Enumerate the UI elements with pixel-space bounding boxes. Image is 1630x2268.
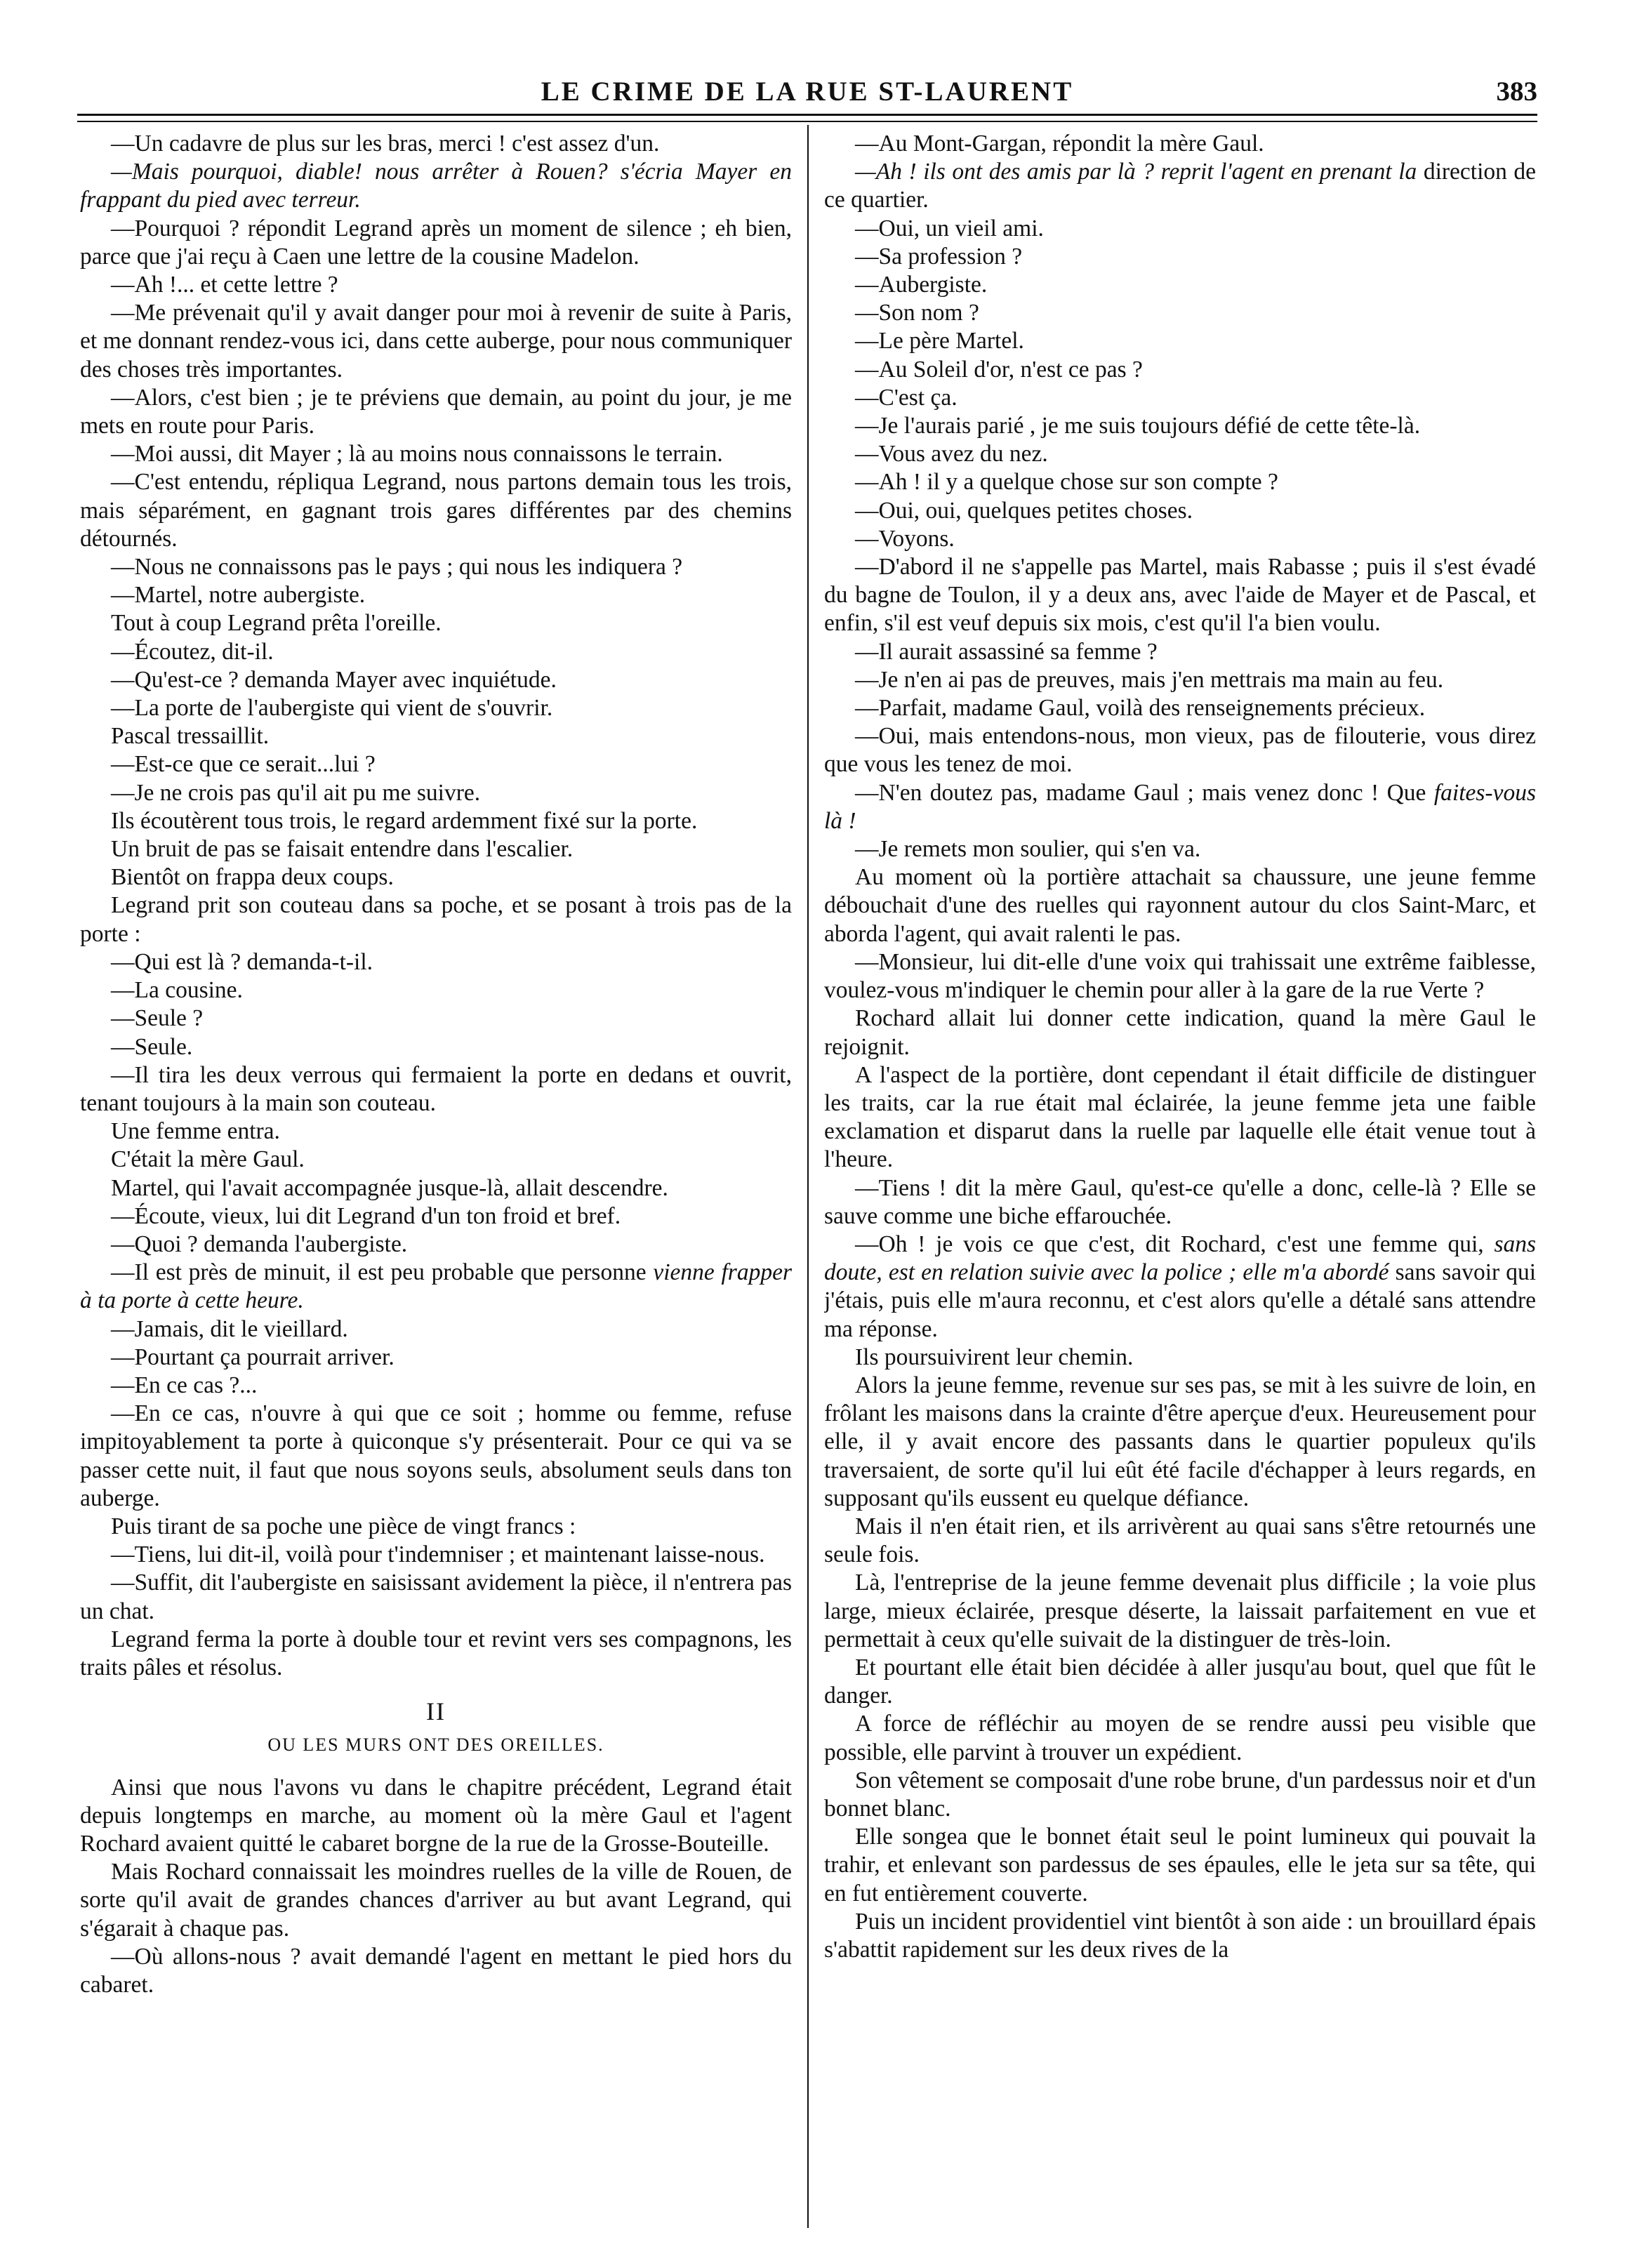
paragraph: Et pourtant elle était bien décidée à aller jusqu'au bout, quel que fût le danger. xyxy=(824,1654,1536,1709)
chapter-number: II xyxy=(426,1697,446,1726)
paragraph: —Jamais, dit le vieillard. xyxy=(111,1315,348,1342)
header-rule-top xyxy=(77,114,1537,116)
paragraph: —C'est ça. xyxy=(855,384,958,411)
text-run: —Il est près de minuit, il est peu probable que personne xyxy=(111,1259,647,1286)
paragraph: —Je n'en ai pas de preuves, mais j'en mettrais ma main au feu. xyxy=(855,666,1444,693)
italic-text: —Ah ! ils ont des amis par là ? reprit l'agent en prenant la xyxy=(855,159,1417,185)
text-run: —N'en doutez pas, madame Gaul ; mais venez donc ! Que xyxy=(855,779,1426,806)
paragraph: Une femme entra. xyxy=(111,1118,280,1145)
paragraph: —Écoutez, dit-il. xyxy=(111,638,274,665)
paragraph: —Tiens ! dit la mère Gaul, qu'est-ce qu'elle a donc, celle-là ? Elle se sauve comme une biche effarouchée. xyxy=(824,1174,1536,1229)
paragraph: Mais Rochard connaissait les moindres ruelles de la ville de Rouen, de sorte qu'il avait de grandes chances d'arriver au but avant Legrand, qui s'égarait à chaque pas. xyxy=(80,1859,792,1942)
paragraph: Martel, qui l'avait accompagnée jusque-là, allait descendre. xyxy=(111,1174,668,1201)
paragraph: —Parfait, madame Gaul, voilà des renseignements précieux. xyxy=(855,695,1426,722)
paragraph: —Ah ! il y a quelque chose sur son compte ? xyxy=(855,469,1278,496)
paragraph: —Martel, notre aubergiste. xyxy=(111,582,366,609)
paragraph: A l'aspect de la portière, dont cependant il était difficile de distinguer les traits, car la rue était mal éclairée, la jeune femme jeta une faible exclamation et disparut dans la ruelle par laquelle elle était venue tout à l'heure. xyxy=(824,1061,1536,1173)
paragraph: —Moi aussi, dit Mayer ; là au moins nous connaissons le terrain. xyxy=(111,441,723,467)
paragraph: Pascal tressaillit. xyxy=(111,723,270,750)
paragraph: —Seule ? xyxy=(111,1005,204,1032)
paragraph: Alors la jeune femme, revenue sur ses pas, se mit à les suivre de loin, en frôlant les maisons dans la crainte d'être aperçue d'eux. Heureusement pour elle, il y avait encore des passants dans le quartier populeux qu'ils traversaient, de sorte qu'il lui eût été facile d'échapper à leurs regards, en supposant qu'ils eussent eu quelque défiance. xyxy=(824,1372,1536,1511)
paragraph: —Son nom ? xyxy=(855,300,979,326)
paragraph: —Quoi ? demanda l'aubergiste. xyxy=(111,1231,408,1257)
paragraph: Tout à coup Legrand prêta l'oreille. xyxy=(111,610,442,637)
paragraph: —La cousine. xyxy=(111,977,243,1004)
paragraph xyxy=(824,1231,1536,1344)
paragraph: —Oui, un vieil ami. xyxy=(855,215,1044,241)
paragraph xyxy=(80,1259,792,1315)
paragraph: —Écoute, vieux, lui dit Legrand d'un ton froid et bref. xyxy=(111,1202,621,1229)
paragraph: —Seule. xyxy=(111,1033,193,1060)
paragraph: Bientôt on frappa deux coups. xyxy=(111,864,394,891)
paragraph: —Monsieur, lui dit-elle d'une voix qui trahissait une extrême faiblesse, voulez-vous m'indiquer le chemin pour aller à la gare de la rue Verte ? xyxy=(824,948,1536,1004)
paragraph: —Me prévenait qu'il y avait danger pour moi à revenir de suite à Paris, et me donnant rendez-vous ici, dans cette auberge, pour nous communiquer des choses très importantes. xyxy=(80,300,792,383)
italic-text: faites-vous là ! xyxy=(824,779,1536,834)
column-separator xyxy=(807,125,809,2228)
left-column xyxy=(80,130,792,2229)
paragraph: —Qui est là ? demanda-t-il. xyxy=(111,948,373,975)
paragraph: —Pourquoi ? répondit Legrand après un moment de silence ; eh bien, parce que j'ai reçu à Caen une lettre de la cousine Madelon. xyxy=(80,215,792,270)
paragraph: Puis tirant de sa poche une pièce de vingt francs : xyxy=(111,1513,576,1539)
paragraph: —Qu'est-ce ? demanda Mayer avec inquiétude. xyxy=(111,666,557,693)
paragraph: —Il aurait assassiné sa femme ? xyxy=(855,638,1158,665)
paragraph: —Le père Martel. xyxy=(855,328,1024,354)
paragraph: Son vêtement se composait d'une robe brune, d'un pardessus noir et d'un bonnet blanc. xyxy=(824,1767,1536,1822)
italic-text: sans doute, est en relation suivie avec la police ; elle m'a abordé xyxy=(824,1231,1536,1286)
paragraph: Ainsi que nous l'avons vu dans le chapitre précédent, Legrand était depuis longtemps en marche, au moment où la mère Gaul et l'agent Rochard avaient quitté le cabaret borgne de la rue de la Grosse-Bouteille. xyxy=(80,1774,792,1857)
right-column xyxy=(824,130,1536,2229)
text-run: sans savoir qui j'étais, puis elle m'aura reconnu, et c'est alors qu'elle a détalé sans attendre ma réponse. xyxy=(824,1259,1536,1342)
paragraph: —Je remets mon soulier, qui s'en va. xyxy=(855,836,1201,863)
paragraph xyxy=(824,779,1536,835)
paragraph: —Je l'aurais parié , je me suis toujours défié de cette tête-là. xyxy=(855,413,1421,439)
chapter-title: OU LES MURS ONT DES OREILLES. xyxy=(267,1735,604,1756)
paragraph: —La porte de l'aubergiste qui vient de s'ouvrir. xyxy=(111,695,553,722)
paragraph: —Au Mont-Gargan, répondit la mère Gaul. xyxy=(855,131,1264,157)
paragraph: —Au Soleil d'or, n'est ce pas ? xyxy=(855,356,1143,383)
paragraph: —Oui, mais entendons-nous, mon vieux, pas de filouterie, vous direz que vous les tenez de moi. xyxy=(824,723,1536,778)
paragraph: —Voyons. xyxy=(855,525,955,552)
paragraph: —Ah !... et cette lettre ? xyxy=(111,272,338,298)
paragraph: Là, l'entreprise de la jeune femme devenait plus difficile ; la voie plus large, mieux éclairée, presque déserte, la laissait parfaitement en vue et permettait à ceux qu'elle suivait de la distinguer de très-loin. xyxy=(824,1570,1536,1652)
paragraph: —Nous ne connaissons pas le pays ; qui nous les indiquera ? xyxy=(111,554,683,581)
paragraph: —Aubergiste. xyxy=(855,272,988,298)
italic-text: —Mais pourquoi, diable! nous arrêter à Rouen? xyxy=(111,159,608,185)
paragraph: —D'abord il ne s'appelle pas Martel, mais Rabasse ; puis il s'est évadé du bagne de Toulon, il y a deux ans, avec l'aide de Mayer et de Pascal, et enfin, s'il est veuf depuis six mois, c'est qu'il l'a bien voulu. xyxy=(824,554,1536,637)
paragraph: —C'est entendu, répliqua Legrand, nous partons demain tous les trois, mais séparément, en gagnant trois gares différentes par des chemins détournés. xyxy=(80,469,792,552)
paragraph: —Oui, oui, quelques petites choses. xyxy=(855,497,1193,524)
paragraph: Rochard allait lui donner cette indication, quand la mère Gaul le rejoignit. xyxy=(824,1005,1536,1060)
paragraph: Ils poursuivirent leur chemin. xyxy=(855,1344,1134,1370)
paragraph: Ils écoutèrent tous trois, le regard ardemment fixé sur la porte. xyxy=(111,807,698,834)
paragraph: —Pourtant ça pourrait arriver. xyxy=(111,1344,395,1370)
paragraph: —Tiens, lui dit-il, voilà pour t'indemniser ; et maintenant laisse-nous. xyxy=(111,1541,765,1568)
paragraph: Elle songea que le bonnet était seul le point lumineux qui pouvait la trahir, et enlevant son pardessus de ses épaules, elle le jeta sur sa tête, qui en fut entièrement couverte. xyxy=(824,1824,1536,1906)
paragraph: —Où allons-nous ? avait demandé l'agent en mettant le pied hors du cabaret. xyxy=(80,1943,792,1998)
paragraph: A force de réfléchir au moyen de se rendre aussi peu visible que possible, elle parvint à trouver un expédient. xyxy=(824,1711,1536,1765)
paragraph: —Un cadavre de plus sur les bras, merci ! c'est assez d'un. xyxy=(111,131,660,157)
page-header xyxy=(77,76,1537,118)
paragraph: —Alors, c'est bien ; je te préviens que demain, au point du jour, je me mets en route pour Paris. xyxy=(80,384,792,439)
text-run: —Oh ! je vois ce que c'est, dit Rochard, c'est une femme qui, xyxy=(855,1231,1484,1257)
paragraph: —En ce cas ?... xyxy=(111,1372,258,1398)
paragraph: —Vous avez du nez. xyxy=(855,441,1048,467)
paragraph: —Je ne crois pas qu'il ait pu me suivre. xyxy=(111,779,481,806)
paragraph: Un bruit de pas se faisait entendre dans l'escalier. xyxy=(111,836,574,863)
paragraph: —Suffit, dit l'aubergiste en saisissant avidement la pièce, il n'entrera pas un chat. xyxy=(80,1570,792,1624)
paragraph: —Est-ce que ce serait...lui ? xyxy=(111,751,376,778)
paragraph: C'était la mère Gaul. xyxy=(111,1146,305,1173)
paragraph: —Sa profession ? xyxy=(855,243,1023,270)
paragraph: —En ce cas, n'ouvre à qui que ce soit ; homme ou femme, refuse impitoyablement ta porte à quiconque s'y présenterait. Pour ce qui va se passer cette nuit, il faut que nous soyons seuls, absolument seuls dans ton auberge. xyxy=(80,1400,792,1511)
paragraph: Legrand prit son couteau dans sa poche, et se posant à trois pas de la porte : xyxy=(80,892,792,947)
text-run: direction de ce quartier. xyxy=(824,159,1536,213)
paragraph xyxy=(80,158,792,214)
running-title: LE CRIME DE LA RUE ST-LAURENT xyxy=(541,77,1074,107)
paragraph: Puis un incident providentiel vint bientôt à son aide : un brouillard épais s'abattit rapidement sur les deux rives de la xyxy=(824,1908,1536,1963)
italic-text: vienne frapper à ta porte à cette heure. xyxy=(80,1259,792,1314)
page-number: 383 xyxy=(1496,77,1537,107)
italic-text: s'écria Mayer en frappant du pied avec terreur. xyxy=(80,159,792,213)
paragraph: Legrand ferma la porte à double tour et revint vers ses compagnons, les traits pâles et résolus. xyxy=(80,1626,792,1680)
paragraph: Au moment où la portière attachait sa chaussure, une jeune femme débouchait d'une des ruelles qui rayonnent autour du clos Saint-Marc, et aborda l'agent, qui avait ralenti le pas. xyxy=(824,864,1536,947)
paragraph xyxy=(824,158,1536,214)
paragraph: —Il tira les deux verrous qui fermaient la porte en dedans et ouvrit, tenant toujours à la main son couteau. xyxy=(80,1061,792,1116)
header-rule-bottom xyxy=(77,121,1537,122)
paragraph: Mais il n'en était rien, et ils arrivèrent au quai sans s'être retournés une seule fois. xyxy=(824,1513,1536,1568)
